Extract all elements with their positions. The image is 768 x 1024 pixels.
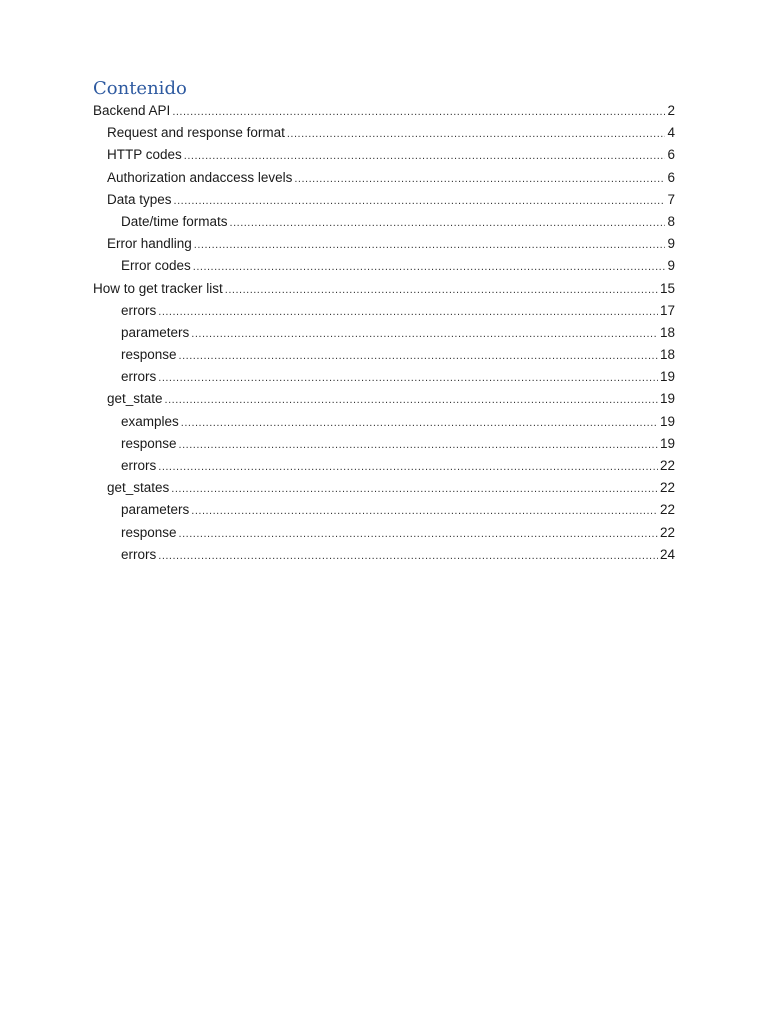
toc-entry-text: HTTP codes [107,147,182,163]
toc-page-number: 7 [667,191,675,207]
toc-page-number: 22 [659,502,675,518]
toc-entry-text: errors [121,458,157,473]
toc-entry[interactable] [93,189,675,211]
toc-page-number: 19 [659,369,675,385]
dot-leader [191,323,658,345]
toc-entry-text: Error codes [121,258,191,274]
toc-entry-text: get_states [107,480,170,496]
toc-entry-text: examples [121,413,179,429]
toc-entry-text: Error handling [107,236,192,252]
dot-leader [172,101,665,123]
toc-entry[interactable] [93,167,675,189]
toc-entry[interactable] [93,366,675,388]
toc-page-number: 8 [667,213,675,229]
toc-entry[interactable] [93,522,675,544]
toc-entry[interactable] [93,122,675,144]
toc-page-number: 19 [659,435,675,451]
dot-leader [165,389,658,411]
toc-entry-text: parameters [121,324,190,340]
toc-page-number: 22 [659,480,675,496]
dot-leader [184,145,666,167]
toc-page-number: 19 [659,391,675,407]
toc-entry-text: Backend API [93,103,171,118]
dot-leader [158,367,658,389]
dot-leader [171,478,658,500]
dot-leader [174,190,666,212]
toc-entry-text: errors [121,546,157,562]
dot-leader [179,523,658,545]
toc-page-number: 2 [667,103,675,118]
toc-entry[interactable] [93,322,675,344]
table-of-contents [93,100,675,566]
toc-entry[interactable] [93,278,675,300]
toc-entry[interactable] [93,477,675,499]
dot-leader [287,123,666,145]
dot-leader [158,545,658,567]
toc-entry[interactable] [93,300,675,322]
toc-entry-text: Authorization andaccess levels [107,169,293,185]
dot-leader [158,301,658,323]
toc-page-number: 18 [659,347,675,363]
toc-entry[interactable] [93,211,675,233]
dot-leader [181,412,658,434]
dot-leader [191,500,658,522]
toc-page-number: 22 [659,458,675,473]
toc-page-number: 6 [667,147,675,163]
toc-entry-text: response [121,347,177,363]
toc-page-number: 6 [667,169,675,185]
toc-page-number: 22 [659,524,675,540]
toc-entry-text: parameters [121,502,190,518]
toc-entry[interactable] [93,100,675,122]
toc-page-number: 4 [667,125,675,141]
toc-page-number: 15 [659,280,675,296]
toc-entry[interactable] [93,411,675,433]
toc-page-number: 9 [667,236,675,252]
toc-page-number: 9 [667,258,675,274]
dot-leader [179,434,658,456]
dot-leader [179,345,658,367]
toc-entry[interactable] [93,455,675,477]
toc-entry[interactable] [93,233,675,255]
toc-page-number: 17 [659,302,675,318]
toc-entry-text: errors [121,369,157,385]
dot-leader [230,212,666,234]
toc-entry-text: Request and response format [107,125,285,141]
dot-leader [158,456,658,478]
toc-entry[interactable] [93,388,675,410]
toc-entry[interactable] [93,255,675,277]
dot-leader [194,234,666,256]
toc-entry-text: Date/time formats [121,213,228,229]
toc-entry[interactable] [93,344,675,366]
dot-leader [193,256,666,278]
dot-leader [294,168,665,190]
toc-entry-text: response [121,435,177,451]
toc-entry-text: errors [121,302,157,318]
toc-entry[interactable] [93,544,675,566]
toc-entry[interactable] [93,144,675,166]
toc-entry-text: response [121,524,177,540]
toc-title: Contenido [93,78,187,99]
toc-page-number: 19 [659,413,675,429]
toc-entry-text: How to get tracker list [93,280,223,296]
toc-entry-text: get_state [107,391,163,407]
toc-entry-text: Data types [107,191,172,207]
dot-leader [225,279,658,301]
toc-page-number: 18 [659,324,675,340]
toc-entry[interactable] [93,433,675,455]
toc-page-number: 24 [659,546,675,562]
toc-entry[interactable] [93,499,675,521]
